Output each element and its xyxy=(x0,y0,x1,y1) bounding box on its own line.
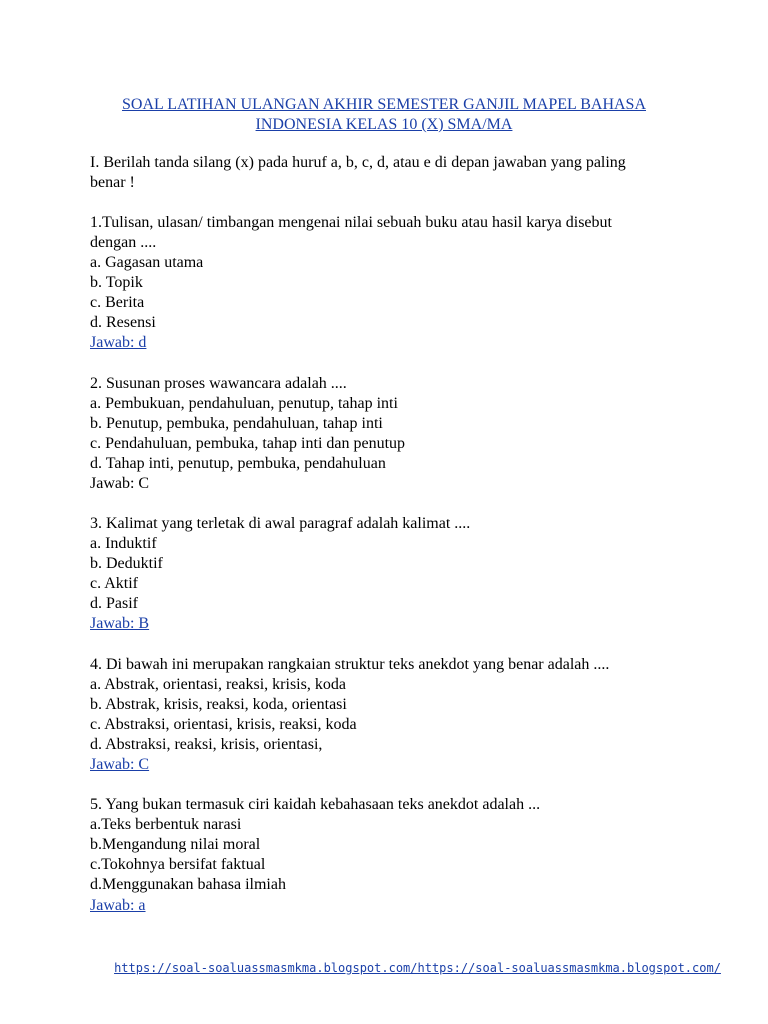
question-1-text-cont: dengan .... xyxy=(90,234,157,251)
question-1-text: 1.Tulisan, ulasan/ timbangan mengenai nilai sebuah buku atau hasil karya disebut xyxy=(90,214,612,231)
instruction-line-1: I. Berilah tanda silang (x) pada huruf a, b, c, d, atau e di depan jawaban yang paling xyxy=(90,154,626,171)
question-5-option-b: b.Mengandung nilai moral xyxy=(90,836,261,853)
question-4-option-c: c. Abstraksi, orientasi, krisis, reaksi, koda xyxy=(90,716,357,733)
instruction-line-2: benar ! xyxy=(90,174,135,191)
document-title-line-2: INDONESIA KELAS 10 (X) SMA/MA xyxy=(255,116,513,133)
question-5-option-c: c.Tokohnya bersifat faktual xyxy=(90,856,266,873)
question-5-text: 5. Yang bukan termasuk ciri kaidah kebahasaan teks anekdot adalah ... xyxy=(90,796,541,813)
question-1-option-d: d. Resensi xyxy=(90,314,156,331)
question-1-answer-link[interactable]: Jawab: d xyxy=(90,334,147,351)
question-5-option-d: d.Menggunakan bahasa ilmiah xyxy=(90,876,286,893)
document-title-line-1: SOAL LATIHAN ULANGAN AKHIR SEMESTER GANJIL MAPEL BAHASA xyxy=(122,96,646,113)
question-2-answer: Jawab: C xyxy=(90,475,150,492)
question-3-option-c: c. Aktif xyxy=(90,575,138,592)
question-2-text: 2. Susunan proses wawancara adalah .... xyxy=(90,375,347,392)
question-4-option-b: b. Abstrak, krisis, reaksi, koda, orientasi xyxy=(90,696,347,713)
question-3-option-d: d. Pasif xyxy=(90,595,138,612)
question-3-option-a: a. Induktif xyxy=(90,535,157,552)
question-4-option-d: d. Abstraksi, reaksi, krisis, orientasi, xyxy=(90,736,323,753)
question-4-option-a: a. Abstrak, orientasi, reaksi, krisis, koda xyxy=(90,676,346,693)
question-3-answer-link[interactable]: Jawab: B xyxy=(90,615,150,632)
question-5-answer-link[interactable]: Jawab: a xyxy=(90,897,146,914)
question-2-option-b: b. Penutup, pembuka, pendahuluan, tahap inti xyxy=(90,415,383,432)
question-3-text: 3. Kalimat yang terletak di awal paragraf adalah kalimat .... xyxy=(90,515,471,532)
question-2-option-d: d. Tahap inti, penutup, pembuka, pendahuluan xyxy=(90,455,386,472)
question-1-option-b: b. Topik xyxy=(90,274,143,291)
question-3-option-b: b. Deduktif xyxy=(90,555,163,572)
question-2-option-c: c. Pendahuluan, pembuka, tahap inti dan penutup xyxy=(90,435,406,452)
question-1-option-c: c. Berita xyxy=(90,294,145,311)
question-2-option-a: a. Pembukuan, pendahuluan, penutup, tahap inti xyxy=(90,395,398,412)
question-1-option-a: a. Gagasan utama xyxy=(90,254,204,271)
question-5-option-a: a.Teks berbentuk narasi xyxy=(90,816,242,833)
question-4-answer-link[interactable]: Jawab: C xyxy=(90,756,150,773)
question-4-text: 4. Di bawah ini merupakan rangkaian struktur teks anekdot yang benar adalah .... xyxy=(90,656,610,673)
footer-blog-link[interactable]: https://soal-soaluassmasmkma.blogspot.com/https://soal-soaluassmasmkma.blogspot.com/ xyxy=(114,961,721,975)
